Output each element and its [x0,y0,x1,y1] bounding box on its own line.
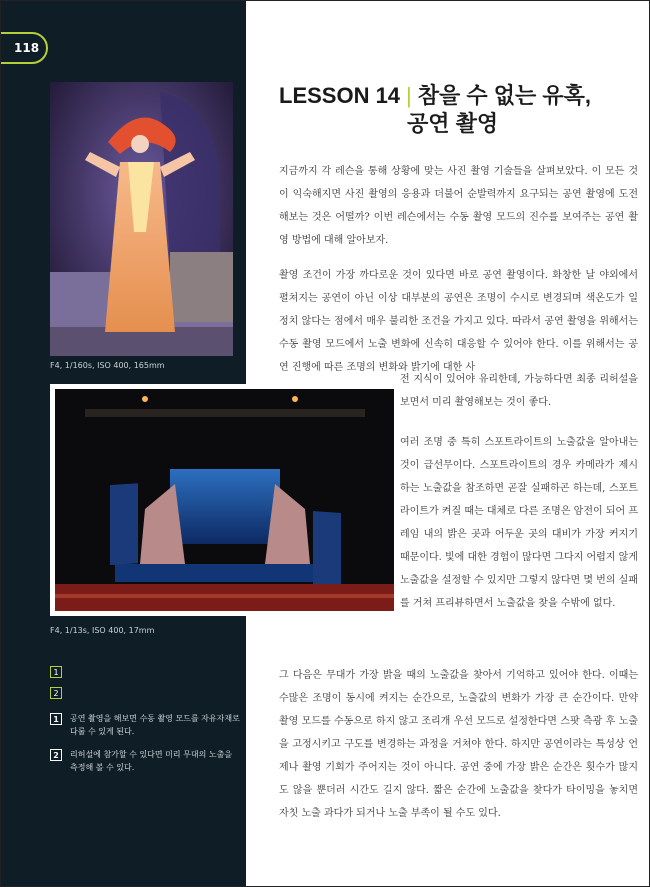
note-item [50,712,240,738]
body-paragraph-2-cont: 전 지식이 있어야 유리한데, 가능하다면 최종 리허설을 보면서 미리 촬영해보는 것이 좋다. [400,374,638,408]
body-paragraph-1: 지금까지 각 레슨을 통해 상황에 맞는 사진 촬영 기술들을 살펴보았다. 이 모든 것이 익숙해지면 사진 촬영의 응용과 더불어 순발력까지 요구되는 공연 촬영에 도전해보는 것은 어떨까? 이번 레슨에서는 수동 촬영 모드의 진수를 보여주는 공연 촬영 방법에 대해 알아보자. [279,166,638,246]
body-paragraph-4: 그 다음은 무대가 가장 밝을 때의 노출값을 찾아서 기억하고 있어야 한다. 이때는 수많은 조명이 동시에 켜지는 순간으로, 노출값의 변화가 가장 큰 순간이다. 만약 촬영 모드를 수동으로 하지 않고 조리개 우선 모드로 설정한다면 스팟 측광 후 노출을 고정시키고 구도를 변경하는 과정을 거쳐야 한다. 하지만 공연이라는 특성상 언제나 촬영 기회가 주어지는 것이 아니다. 공연 중에 가장 밝은 순간은 횟수가 많지도 않을 뿐더러 시간도 길지 않다. 짧은 순간에 노출값을 찾다가 타이밍을 놓치면 자칫 노출 과다가 되거나 노출 부족이 될 수도 있다. [279,670,638,819]
lesson-title-line1: 참을 수 없는 유혹, [417,83,591,108]
note-number: 1 [50,713,62,725]
photo-caption-1: F4, 1/160s, ISO 400, 165mm [50,361,165,370]
body-paragraph-3: 여러 조명 중 특히 스포트라이트의 노출값을 알아내는 것이 급선무이다. 스포트라이트의 경우 카메라가 제시하는 노출값을 참조하면 곧잘 실패하곤 하는데, 스포트라이트가 켜질 때는 대체로 다른 조명은 암전이 되어 프레임 내의 밝은 곳과 어두운 곳의 대비가 가장 커지기 때문이다. 빛에 대한 경험이 많다면 그다지 어렵지 않게 노출값을 설정할 수 있지만 그렇지 않다면 몇 번의 실패를 거쳐 프리뷰하면서 노출값을 찾을 수밖에 없다. [400,437,638,609]
notes-box [50,660,240,774]
note-text: 공연 촬영을 해보면 수동 촬영 모드를 자유자재로 다룰 수 있게 된다. [70,714,240,736]
lesson-title-line2: 공연 촬영 [407,111,499,136]
note-text: 리허설에 참가할 수 있다면 미리 무대의 노출을 측정해 볼 수 있다. [70,750,233,772]
photo-performer [50,82,233,356]
note-number: 2 [50,749,62,761]
lesson-label: LESSON 14 [279,83,401,108]
note-marker-1: 1 [50,666,62,678]
photo-stage [50,384,399,616]
note-marker-2: 2 [50,687,62,699]
body-paragraph-2: 촬영 조건이 가장 까다로운 것이 있다면 바로 공연 촬영이다. 화창한 날 야외에서 펼쳐지는 공연이 아닌 이상 대부분의 공연은 조명이 수시로 변경되며 색온도가 일정치 않다는 점에서 매우 불리한 조건을 가지고 있다. 따라서 공연 촬영을 위해서는 수동 촬영 모드에서 노출 변화에 신속히 대응할 수 있어야 한다. 이를 위해서는 공연 진행에 따른 조명의 변화와 밝기에 대한 사 [279,270,638,373]
note-item [50,748,240,774]
page-number: 118 [0,32,48,64]
title-divider: | [406,83,412,108]
photo-caption-2: F4, 1/13s, ISO 400, 17mm [50,626,155,635]
lesson-title [279,82,639,138]
